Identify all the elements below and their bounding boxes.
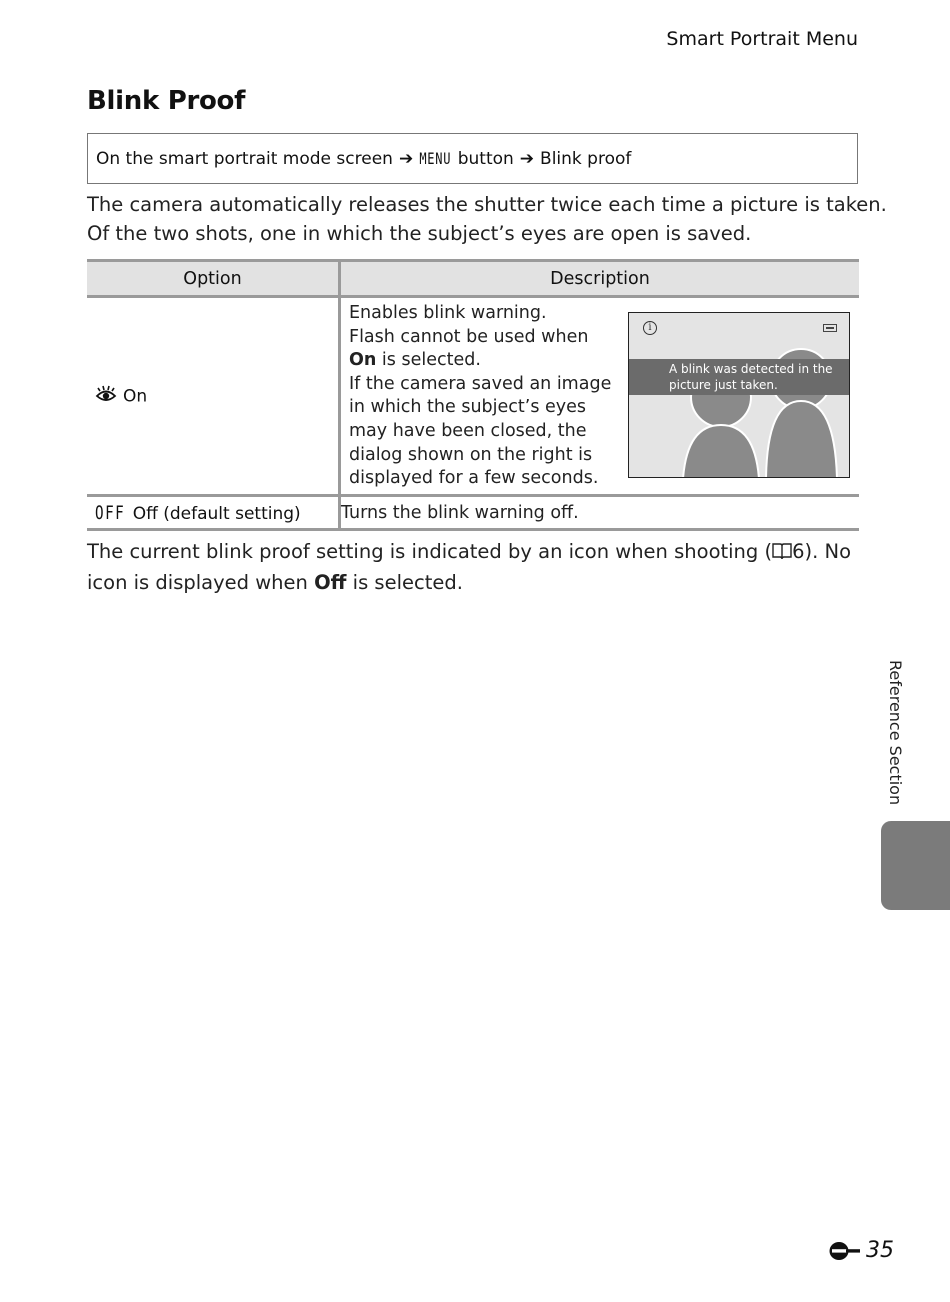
options-table xyxy=(87,259,859,531)
menu-button-icon: MENU xyxy=(419,149,452,168)
page-number xyxy=(828,1238,894,1263)
arrow-icon: ➔ xyxy=(398,148,414,169)
bold-option-name: Off xyxy=(314,571,347,594)
blink-warning-message xyxy=(629,359,849,395)
description-line: in which the subject’s eyes xyxy=(349,397,587,418)
running-header: Smart Portrait Menu xyxy=(666,28,858,50)
reference-section-label: Reference Section xyxy=(886,660,905,806)
footer-line xyxy=(87,568,867,597)
description-cell-on xyxy=(340,297,860,496)
arrow-icon: ➔ xyxy=(519,148,535,169)
footer-paragraph xyxy=(87,537,867,597)
description-line: displayed for a few seconds. xyxy=(349,468,599,489)
off-icon: OFF xyxy=(95,501,126,524)
footer-text: is selected. xyxy=(346,571,463,594)
description-line: Enables blink warning. xyxy=(349,303,547,323)
description-line: dialog shown on the right is xyxy=(349,444,593,465)
description-text-on xyxy=(349,302,612,491)
column-header-description: Description xyxy=(340,261,860,297)
option-cell-on xyxy=(87,297,340,496)
description-line xyxy=(349,349,609,373)
menu-path-start: On the smart portrait mode screen xyxy=(96,148,393,169)
description-line-rest: is selected. xyxy=(376,350,481,371)
blink-proof-icon xyxy=(95,384,117,409)
intro-line: Of the two shots, one in which the subject’s eyes are open is saved. xyxy=(87,222,752,245)
footer-text: The current blink proof setting is indicated by an icon when shooting ( xyxy=(87,540,773,563)
camera-screen-illustration xyxy=(628,312,850,478)
page-number-text: 35 xyxy=(866,1238,894,1263)
reference-e-icon xyxy=(828,1240,864,1262)
menu-path-end: Blink proof xyxy=(540,148,632,169)
book-reference-icon xyxy=(772,539,792,568)
menu-path-box xyxy=(87,133,858,184)
option-cell-off xyxy=(87,496,340,530)
column-header-option: Option xyxy=(87,261,340,297)
battery-icon xyxy=(823,324,837,332)
description-line: If the camera saved an image xyxy=(349,373,612,394)
description-line: Flash cannot be used when xyxy=(349,326,589,347)
footer-text: ). No xyxy=(804,540,852,563)
section-thumb-tab xyxy=(881,821,950,910)
intro-paragraph xyxy=(87,190,887,248)
bold-option-name: On xyxy=(349,350,377,371)
footer-line xyxy=(87,537,867,568)
message-line: A blink was detected in the xyxy=(669,362,833,376)
description-line: may have been closed, the xyxy=(349,420,587,441)
footer-text: icon is displayed when xyxy=(87,571,315,594)
option-label-on: On xyxy=(123,386,148,406)
table-row-on xyxy=(87,297,859,496)
subjects-silhouette xyxy=(629,313,850,478)
table-row-off xyxy=(87,496,859,530)
description-cell-off: Turns the blink warning off. xyxy=(340,496,860,530)
option-label-off: Off (default setting) xyxy=(132,503,301,524)
info-icon: i xyxy=(643,321,657,335)
intro-line: The camera automatically releases the shutter twice each time a picture is taken. xyxy=(87,193,887,216)
page-reference[interactable]: 6 xyxy=(792,540,805,563)
message-line: picture just taken. xyxy=(669,378,778,392)
section-title: Blink Proof xyxy=(87,86,246,116)
menu-path-button-word: button xyxy=(457,148,514,169)
